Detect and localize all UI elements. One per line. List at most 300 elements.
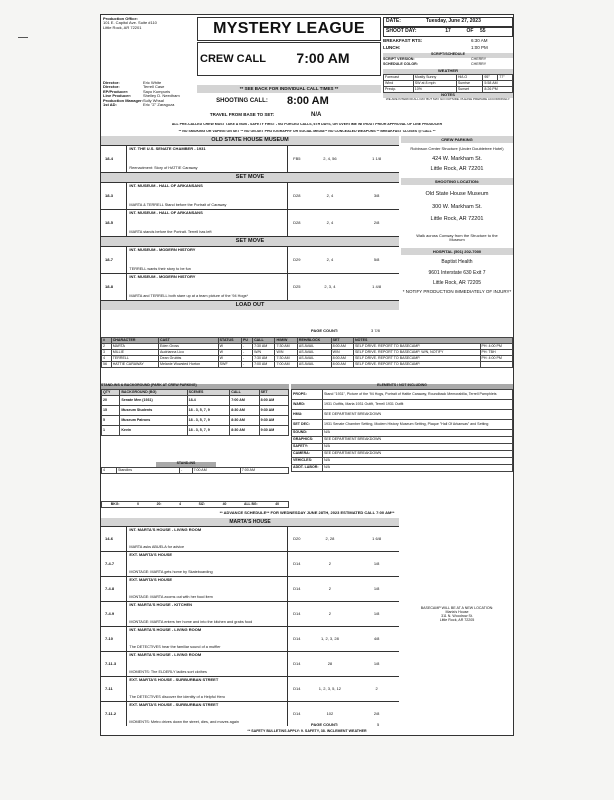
scene-synopsis: The DETECTIVES discover the identity of a Helpful Hero: [129, 694, 226, 699]
bg-cell: 8:30 AM: [230, 416, 259, 426]
notice-rules: ** NO SMOKING OR VAPING ON SET ** NO ON-SET PHOTOGRAPHY OR SOCIAL MEDIA** NO CONCEALED WEAPONS ** BREAKFAST CLOSES @ CALL **: [178, 130, 436, 133]
date-block: [383, 17, 513, 37]
scene-description: [126, 247, 287, 273]
cast-cell: -: [241, 356, 252, 362]
bg-row: [102, 406, 289, 416]
scene-pages: 4/8: [373, 635, 380, 641]
page-count: 3 7/8: [371, 328, 380, 333]
bg-cell: 18 - 3, 5, 7, 9: [187, 406, 230, 416]
forecast-label: Forecast: [384, 75, 414, 81]
bg-cell: 20: [102, 396, 120, 406]
scene-synopsis: MONTAGE: MARTA enters her home and into the kitchen and grabs food: [129, 619, 253, 624]
scene-row: [101, 145, 399, 172]
bg-col-header: CALL: [230, 390, 259, 396]
bg-cell: 18-4: [187, 396, 230, 406]
credit-role: Director:: [103, 80, 120, 85]
cast-cell: PH: 4:00 PM: [480, 344, 512, 350]
scene-day-night: D25: [287, 274, 306, 300]
scene-row: [101, 651, 399, 676]
element-row: [292, 430, 513, 437]
hospital-notify: * NOTIFY PRODUCTION IMMEDIATELY OF INJURY*: [402, 288, 512, 294]
character-name: HATTIE CARAWAY: [111, 362, 158, 368]
element-value: N/A: [323, 444, 513, 451]
cast-cell: 8:00 AM: [331, 344, 353, 350]
bg-name: Senate Men (1931): [120, 396, 187, 406]
cast-cell: PH: TBH: [480, 350, 512, 356]
cast-cell: W: [218, 344, 241, 350]
scene-cast: 2, 4: [326, 256, 334, 262]
element-value: N/A: [323, 465, 513, 472]
element-label: ADDT. LABOR:: [292, 465, 323, 472]
crew-call-box: [197, 42, 381, 76]
location-banner: OLD STATE HOUSE MUSEUM: [101, 136, 399, 145]
cast-cell: SWF: [218, 362, 241, 368]
total-label: ALL BG:: [244, 501, 258, 506]
bg-col-header: BACKGROUND (BG): [120, 390, 187, 396]
cast-cell: 8:00 AM: [331, 356, 353, 362]
standins-table: [101, 467, 289, 474]
travel-value: N/A: [311, 111, 322, 118]
scene-title: EXT. MARTA'S HOUSE - SURBURBAN STREET: [129, 702, 219, 707]
scene-row: [101, 576, 399, 601]
scene-pages: 1/8: [373, 660, 380, 666]
shoot-day-label: SHOOT DAY:: [386, 28, 417, 35]
sunset-label: Sunset: [456, 87, 483, 93]
notice-safety: ALL PRE-CALLED CREW MUST TAKE A NOB - SAFETY FIRST - NO FORCED CALLS, 6TH DAYS, OR OVERTIME WITHOUT PRIOR APPROVAL OF LINE PRODUCER: [171, 123, 443, 126]
hospital-name: Baptist Health: [441, 259, 473, 266]
bg-cell: 5: [102, 416, 120, 426]
scene-number: 7-11.2: [105, 710, 117, 716]
date-label: DATE:: [386, 18, 401, 25]
element-label: SOUND:: [292, 430, 323, 437]
element-value: Stand "1931", Picture of the '94 Hogs, Portrait of Hattie Caraway, Roundback Memorabilia, Terrell Pamphlets: [323, 390, 513, 400]
cast-table: [101, 337, 513, 368]
scene-day-night: D14: [287, 577, 306, 601]
bg-row: [102, 416, 289, 426]
scene-cast: 2, 4: [326, 192, 334, 198]
shooting-call-label: SHOOTING CALL:: [216, 97, 268, 104]
scene-description: [126, 552, 287, 576]
adv-page-count-label: PAGE COUNT:: [311, 722, 339, 727]
cast-cell: SELF DRIVE. REPORT TO BASECAMP. W/N, NOTIFY: [354, 350, 481, 356]
hospital-header: HOSPITAL (501) 202-7000: [401, 248, 513, 255]
element-row: [292, 400, 513, 410]
credit-name: Eric White: [143, 80, 162, 85]
scene-pages: 3/8: [373, 192, 380, 198]
character-name: MILLIE: [111, 350, 158, 356]
cast-cell: W: [218, 350, 241, 356]
cast-cell: AS AVAIL: [297, 356, 331, 362]
scene-row: [101, 676, 399, 701]
location2-banner: MARTA'S HOUSE: [101, 518, 399, 526]
scene-row: [101, 273, 399, 300]
cast-cell: W: [218, 356, 241, 362]
travel-row: [197, 109, 381, 121]
total-label: BKG:: [110, 501, 120, 506]
script-schedule-header: SCRIPT/SCHEDULE: [383, 53, 513, 58]
production-office: [103, 17, 193, 30]
credit-role: Production Manager:: [103, 97, 144, 103]
cast-col-header: REH/BLOCK: [297, 338, 331, 344]
scene-description: [126, 702, 287, 726]
cast-cell: 4: [102, 356, 112, 362]
scene-day-night: D14: [287, 627, 306, 651]
scene-number: 7-11: [105, 685, 113, 691]
cast-cell: -: [241, 362, 252, 368]
scene-pages: 2/8: [373, 710, 380, 716]
shooting-call: 8:00 AM: [287, 94, 329, 107]
cast-name: Melanie Wowsted Horton: [158, 362, 218, 368]
cast-col-header: H/M/W: [275, 338, 297, 344]
total-days: 55: [480, 28, 486, 35]
total-value: 40: [222, 501, 227, 506]
scene-number: 14-6: [105, 535, 114, 541]
scene-title: INT. MUSEUM - HALL OF ARKANSANS: [129, 183, 203, 188]
hospital-addr2: Little Rock, AR 72205: [432, 280, 482, 287]
schedule-color: CHERRY: [471, 62, 487, 66]
element-value: N/A: [323, 458, 513, 465]
shoot-day: 17: [445, 28, 451, 35]
lunch-value: 1:00 PM: [471, 45, 488, 50]
element-label: GRAPHICS:: [292, 437, 323, 444]
page-count-row: [311, 329, 401, 333]
crew-parking-addr1: 424 W. Markham St.: [432, 156, 482, 163]
element-value: SEE DEPARTMENT BREAKDOWN: [323, 437, 513, 444]
scene-title: EXT. MARTA'S HOUSE: [129, 577, 173, 582]
total-value: 0: [137, 501, 139, 506]
background-table: [101, 389, 289, 436]
scene-number: 18-3: [105, 192, 114, 198]
element-row: [292, 451, 513, 458]
scene-cast: 1, 2, 3, 28: [321, 635, 339, 641]
scene-title: INT. MARTA'S HOUSE - KITCHEN: [129, 602, 193, 607]
basecamp-line: Marta's House: [445, 609, 469, 614]
bg-cell: 9:30 AM: [259, 416, 288, 426]
shooting-location-addr1: 300 W. Markham St.: [432, 203, 482, 210]
see-back-banner: ** SEE BACK FOR INDIVIDUAL CALL TIMES **: [197, 85, 381, 93]
scene-day-night: D14: [287, 552, 306, 576]
scene-description: [126, 652, 287, 676]
scene-day-night: D28: [287, 210, 306, 236]
element-label: WARD:: [292, 400, 323, 410]
cast-cell: W/N: [275, 350, 297, 356]
notes-header: NOTES: [383, 93, 513, 98]
element-value: N/A: [323, 430, 513, 437]
bg-row: [102, 396, 289, 406]
cast-col-header: PU: [241, 338, 252, 344]
scene-description: [126, 577, 287, 601]
scene-description: [126, 210, 287, 236]
elements-table: [291, 389, 513, 472]
basecamp-note: [401, 607, 513, 623]
element-row: [292, 410, 513, 420]
bg-col-header: SET: [259, 390, 288, 396]
element-label: PROPS:: [292, 390, 323, 400]
scene-title: INT. MARTA'S HOUSE - LIVING ROOM: [129, 527, 202, 532]
cast-name: Eden Gross: [158, 344, 218, 350]
scene-number: 7-11.3: [105, 660, 117, 666]
scene-number: 7-4.8: [105, 585, 115, 591]
element-value: 1931 Senate Chamber Setting, Modern History Museum Setting, Plaque "Hall Of Arkansas" and Setting: [323, 420, 513, 430]
precip-label: Precip.: [384, 87, 414, 93]
cast-cell: W/N: [253, 350, 275, 356]
basecamp-line: Little Rock, AR 72205: [439, 617, 475, 622]
element-value: 1931 Outfits, Marta 1931 Outfit, Terrell 1931 Outfit: [323, 400, 513, 410]
bg-cell: 15: [102, 406, 120, 416]
crew-call-time: 7:00 AM: [296, 50, 350, 67]
credit-name: Eric "Z" Zaragoza: [143, 101, 175, 107]
cast-cell: -: [241, 344, 252, 350]
script-version-label: SCRIPT VERSION:: [383, 57, 415, 61]
scene-description: [126, 274, 287, 300]
total-value: 40: [275, 501, 280, 506]
scene-number: 18-7: [105, 256, 114, 262]
location-info: [401, 136, 513, 295]
weather-header: WEATHER: [383, 69, 513, 74]
cast-cell: -: [241, 350, 252, 356]
bg-cell: 1: [102, 426, 120, 436]
element-row: [292, 458, 513, 465]
forecast: Mostly Sunny: [413, 75, 456, 81]
total-label: SIZ:: [198, 501, 205, 506]
shooting-call-row: [197, 95, 381, 107]
scene-description: [126, 602, 287, 626]
cast-cell: SELF DRIVE. REPORT TO BASECAMP.: [354, 356, 481, 362]
scene-synopsis: The DETECTIVES hear the familiar sound of a muffler: [129, 644, 221, 649]
character-name: MARTA: [111, 344, 158, 350]
cast-col-header: CALL: [253, 338, 275, 344]
scene-day-night: D29: [287, 247, 306, 273]
cast-cell: 3: [102, 350, 112, 356]
scene-synopsis: Reenactment: Story of HATTIE Caraway: [129, 165, 198, 170]
standins-header: STAND-INS & BACKGROUND (PARK AT CREW PARKING): [101, 384, 289, 389]
bg-col-header: QTY: [102, 390, 120, 396]
breakfast-label: BREAKFAST RTS:: [383, 38, 423, 43]
scene-pages: 2: [375, 685, 378, 691]
scene-number: 7-10: [105, 635, 114, 641]
bg-name: Museum Students: [120, 406, 187, 416]
basecamp-line: 311 N. Woodrow St.: [441, 613, 473, 618]
scene-cast: 2: [328, 585, 332, 591]
walk-note: Walk across Conway from the Structure to the Museum: [416, 232, 498, 243]
crew-parking-place: Robinson Center Structure (Under Doubletree Hotel): [410, 146, 504, 151]
standin-scenes: -: [180, 468, 193, 474]
cast-cell: AS AVAIL: [297, 362, 331, 368]
scene-cast: 102: [326, 710, 334, 716]
notes-text: WE ARE INTERIOR ALL DAY BUT MAY GO OUTSIDE. PLEASE PREPARE ACCORDINGLY.: [385, 97, 511, 101]
scene-pages: 1/8: [373, 560, 380, 566]
cast-name: Dean Grubbs: [158, 356, 218, 362]
scene-synopsis: MONTAGE: MARTA gets home by Skateboarding: [129, 569, 213, 574]
scene-row: [101, 526, 399, 551]
cast-cell: [480, 362, 512, 368]
element-label: SET DEC:: [292, 420, 323, 430]
cast-cell: AS AVAIL: [297, 344, 331, 350]
scene-title: EXT. MARTA'S HOUSE - SURBURBAN STREET: [129, 677, 219, 682]
scene-day-night: D20: [287, 527, 306, 551]
scene-title: INT. MUSEUM - MODERN HISTORY: [129, 247, 196, 252]
scene-description: [126, 527, 287, 551]
crew-call-label: CREW CALL: [200, 52, 266, 65]
cast-col-header: STATUS: [218, 338, 241, 344]
cast-cell: 7:30 AM: [275, 356, 297, 362]
scene-cast: 1, 2, 3, 5, 12: [318, 685, 342, 691]
standin-name: Standins: [117, 468, 180, 474]
total-value: 4: [179, 501, 181, 506]
scan-mark: [18, 37, 28, 38]
schedule-color-label: SCHEDULE COLOR:: [383, 62, 418, 66]
temp-hi: 95°: [483, 75, 498, 81]
scene-pages: 1/8: [373, 610, 380, 616]
lunch-label: LUNCH:: [383, 45, 401, 50]
credit-name: Sayo Kumpuris: [143, 88, 171, 94]
bg-name: Museum Patrons: [120, 416, 187, 426]
advance-schedule-banner: ** ADVANCE SCHEDULE** FOR WEDNESDAY JUNE 28TH, 2023 ESTIMATED CALL 7:00 AM**: [219, 510, 395, 515]
script-version: CHERRY: [471, 57, 487, 61]
basecamp-line: BASECAMP WILL BE AT A NEW LOCATION:: [420, 606, 494, 610]
page-count-label: PAGE COUNT:: [311, 328, 339, 333]
precip: 10%: [413, 87, 456, 93]
crew-parking-addr2: Little Rock, AR 72201: [430, 166, 484, 173]
scene-number: 7-4.9: [105, 610, 115, 616]
scene-title: INT. THE U.S. SENATE CHAMBER - 1931: [129, 146, 206, 151]
office-addr1: 101 E. Capitol Ave. Suite #110: [103, 20, 157, 26]
scene-title: INT. MUSEUM - MODERN HISTORY: [129, 274, 196, 279]
cast-cell: SELF DRIVE. REPORT TO BASECAMP.: [354, 344, 481, 350]
scene-title: INT. MARTA'S HOUSE - LIVING ROOM: [129, 627, 202, 632]
scene-pages: 1 1/8: [372, 155, 382, 161]
credit-role: Director:: [103, 84, 120, 90]
scene-row: [101, 209, 399, 236]
cast-col-header: CAST: [158, 338, 218, 344]
cast-cell: AS AVAIL: [297, 350, 331, 356]
cast-col-header: #: [102, 338, 112, 344]
office-addr2: Little Rock, AR 72201: [103, 24, 142, 30]
bg-totals: [101, 501, 289, 508]
scene-row: [101, 626, 399, 651]
scene-cast: 2: [328, 560, 332, 566]
element-row: [292, 444, 513, 451]
scene-number: 18-5: [105, 219, 114, 225]
standin-row: [102, 468, 289, 474]
scene-title: INT. MUSEUM - HALL OF ARKANSANS: [129, 210, 203, 215]
scene-description: [126, 183, 287, 209]
element-value: SEE DEPARTMENT BREAKDOWN: [323, 451, 513, 458]
cast-col-header: NOTES: [354, 338, 513, 344]
cast-col-header: SET: [331, 338, 353, 344]
bg-cell: 8:00 AM: [259, 396, 288, 406]
element-row: [292, 437, 513, 444]
credit-role: Line Producer:: [103, 93, 132, 99]
scene-day-night: D14: [287, 702, 306, 726]
scene-pages: 5/8: [373, 256, 380, 262]
advance-scene-schedule: [101, 526, 399, 726]
scene-pages: 2/8: [373, 219, 380, 225]
scene-synopsis: TERRELL wants their story to be fun: [129, 266, 191, 271]
credits: [103, 81, 195, 107]
set-move-banner: SET MOVE: [101, 236, 399, 246]
scene-number: 7-4.7: [105, 560, 115, 566]
scene-row: [101, 246, 399, 273]
scene-synopsis: MOMENTS: The ELDERLY ladies sort clothes: [129, 669, 207, 674]
credit-name: Terrell Case: [143, 84, 165, 90]
office-title: Production Office:: [103, 16, 138, 21]
scene-synopsis: MARTA & TERRELL Stand before the Portrait of Caraway: [129, 202, 227, 207]
total-label: 20:: [156, 501, 162, 506]
scene-cast: 2, 4: [326, 219, 334, 225]
scene-cast: 2: [328, 610, 332, 616]
cast-name: Audrianna Lico: [158, 350, 218, 356]
cast-cell: 7:30 AM: [253, 356, 275, 362]
scene-number: 18-8: [105, 283, 114, 289]
scene-row: [101, 182, 399, 209]
element-row: [292, 420, 513, 430]
shooting-location-addr2: Little Rock, AR 72201: [430, 215, 484, 222]
element-row: [292, 390, 513, 400]
scene-number: 18-4: [105, 155, 114, 161]
breakfast-value: 6:30 AM: [471, 38, 488, 43]
call-sheet: [100, 14, 514, 736]
scene-description: [126, 627, 287, 651]
safety-footer: ** SAFETY BULLETINS APPLY: 9. SAFETY, 38. INCLEMENT WEATHER: [247, 729, 367, 733]
title-box: [197, 17, 381, 41]
scene-cast: 2, 4, 56: [323, 155, 337, 161]
standin-set: 7:00 AM: [240, 468, 288, 474]
bg-cell: 9:30 AM: [259, 406, 288, 416]
bg-cell: 8:30 AM: [230, 406, 259, 416]
standin-call: 7:00 AM: [192, 468, 240, 474]
scene-row: [101, 551, 399, 576]
scene-synopsis: MARTA and TERRELL both stare up at a team picture of the '94 Hogs*: [129, 293, 248, 298]
set-move-banner: SET MOVE: [101, 172, 399, 182]
scene-description: [126, 146, 287, 172]
hilo-label: HI/LO: [456, 75, 483, 81]
cast-row: [102, 362, 513, 368]
scene-day-night: D14: [287, 677, 306, 701]
credit-name: Shelley D. Needham: [143, 93, 180, 99]
bg-row: [102, 426, 289, 436]
sunrise: 5:58 AM: [483, 81, 513, 87]
scene-synopsis: MARTA asks ABUELA for advice: [129, 544, 185, 549]
scene-pages: 1 4/8: [372, 283, 382, 289]
character-name: TERRELL: [111, 356, 158, 362]
shooting-location-header: SHOOTING LOCATION:: [401, 178, 513, 185]
scene-synopsis: MONTAGE: MARTA zooms out with her food item: [129, 594, 213, 599]
cast-cell: 7:00 AM: [275, 362, 297, 368]
scene-day-night: D14: [287, 602, 306, 626]
cast-cell: PH: 4:00 PM: [480, 356, 512, 362]
credit-role: EP/Producer:: [103, 88, 129, 94]
scene-pages: 1 6/8: [372, 535, 382, 541]
bg-cell: 18 - 3, 5, 7, 9: [187, 416, 230, 426]
scene-row: [101, 601, 399, 626]
meals-block: [383, 39, 513, 68]
scene-synopsis: MOMENTS: Metro drives down the street, dies, and moves again: [129, 719, 239, 724]
weather-block: [383, 69, 513, 101]
scene-cast: 2, 3, 4: [324, 283, 336, 289]
scene-title: INT. MARTA'S HOUSE - LIVING ROOM: [129, 652, 202, 657]
wind-label: Wind: [384, 81, 414, 87]
element-row: [292, 465, 513, 472]
hospital-addr1: 9601 Interstate 630 Exit 7: [428, 269, 486, 276]
scene-pages: 1/8: [373, 585, 380, 591]
cast-cell: 7:00 AM: [253, 362, 275, 368]
cast-col-header: CHARACTER: [111, 338, 158, 344]
bg-cell: 18 - 3, 5, 7, 9: [187, 426, 230, 436]
cast-cell: 8:00 AM: [331, 362, 353, 368]
adv-page-count: 5: [377, 722, 380, 727]
weather-table: [383, 74, 513, 93]
